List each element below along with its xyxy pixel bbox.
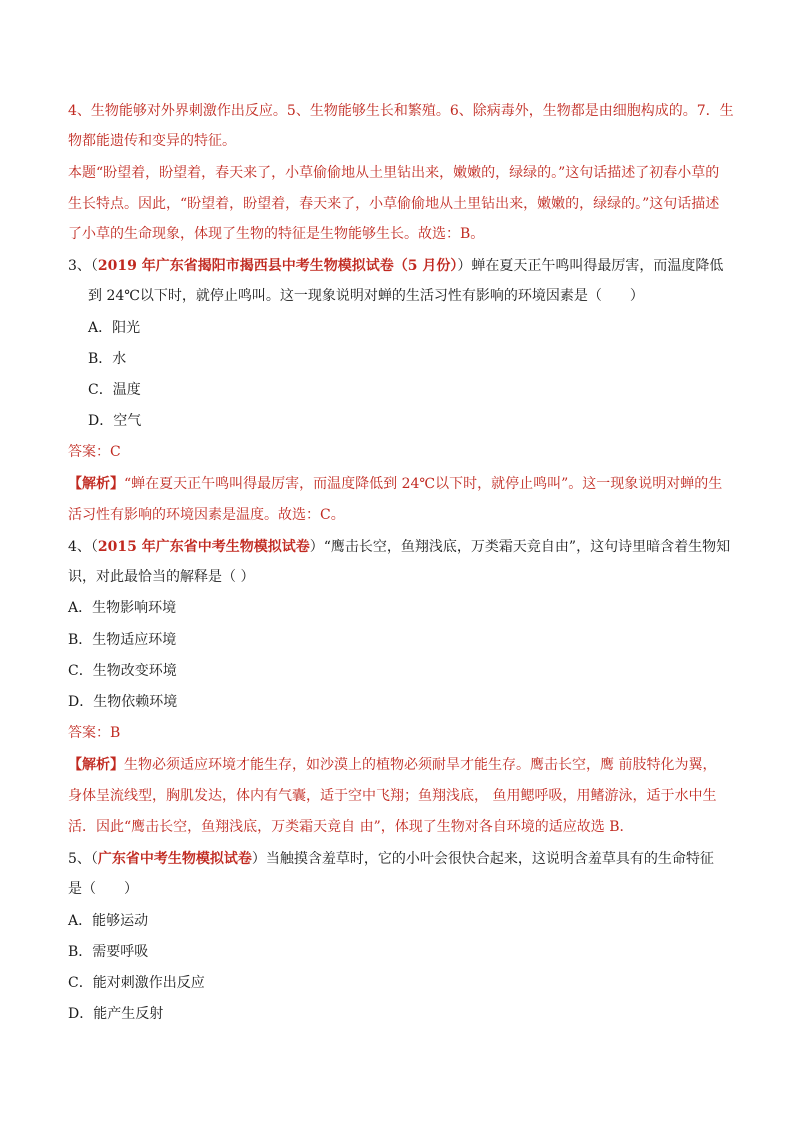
prev-analysis-line-4: 生长特点。因此，“盼望着，盼望着，春天来了，小草偷偷地从土里钻出来，嫩嫩的，绿绿的。”这句话描述 [68,196,720,212]
question-4-analysis-line-2: 身体呈流线型，胸肌发达，体内有气囊，适于空中飞翔；鱼翔浅底， 鱼用鳃呼吸，用鳍游泳，适于水中生 [68,788,717,804]
prev-analysis-line-2: 物都能遗传和变异的特征。 [68,133,236,149]
question-4-option-b: B．生物适应环境 [68,632,177,648]
prev-analysis-line-3: 本题“盼望着，盼望着，春天来了，小草偷偷地从土里钻出来，嫩嫩的，绿绿的。”这句话描述了初春小草的 [68,165,720,181]
question-3-stem-line-1 [68,256,723,276]
question-4-analysis-text-1: 生物必须适应环境才能生存，如沙漠上的植物必须耐旱才能生存。鹰击长空，鹰 前肢特化为翼， [124,757,717,773]
question-3-number: 3、（ [68,258,98,274]
question-5-stem-line-1 [68,849,714,869]
question-4-analysis-tag: 【解析】 [68,757,124,773]
question-3-stem-text-1: 蝉在夏天正午鸣叫得最厉害，而温度降低 [471,258,724,274]
question-4-option-d: D．生物依赖环境 [68,694,178,710]
question-4-source: 2015 年广东省中考生物模拟试卷 [97,539,310,555]
question-5-option-d: D．能产生反射 [68,1006,164,1022]
question-4-stem-line-1 [68,537,730,557]
question-3-source-close: ） [457,258,472,274]
question-5-option-b: B．需要呼吸 [68,944,149,960]
question-3-option-b: B．水 [88,351,127,367]
question-4-analysis-line-1 [68,755,716,775]
question-5-number: 5、（ [68,851,98,867]
question-3-analysis-line-1 [68,474,722,494]
question-5-stem-line-2: 是（ ） [68,881,138,897]
question-4-stem-line-2: 识，对此最恰当的解释是（ ） [68,569,255,585]
question-3-stem-line-2: 到 24℃以下时，就停止鸣叫。这一现象说明对蝉的生活习性有影响的环境因素是（ ） [88,288,644,304]
question-5-source-close: ） [251,851,266,867]
question-5-source: 广东省中考生物模拟试卷 [97,851,252,867]
question-4-option-c: C．生物改变环境 [68,663,177,679]
question-3-option-c: C．温度 [88,382,141,398]
question-3-option-d: D．空气 [88,413,142,429]
question-4-analysis-line-3: 活．因此“鹰击长空，鱼翔浅底，万类霜天竟自 由”，体现了生物对各自环境的适应故选 B． [68,819,634,835]
prev-analysis-line-5: 了小草的生命现象，体现了生物的特征是生物能够生长。故选：B。 [68,226,485,242]
prev-analysis-line-1: 4、生物能够对外界刺激作出反应。5、生物能够生长和繁殖。6、除病毒外，生物都是由细胞构成的。7．生 [68,103,734,119]
question-5-stem-text-1: 当触摸含羞草时，它的小叶会很快合起来，这说明含羞草具有的生命特征 [265,851,714,867]
question-3-answer: 答案：C [68,444,121,460]
question-4-option-a: A．生物影响环境 [68,600,177,616]
question-4-stem-text-1: “鹰击长空，鱼翔浅底，万类霜天竞自由”，这句诗里暗含着生物知 [323,539,731,555]
question-4-source-close: ） [309,539,324,555]
question-3-analysis-text-1: “蝉在夏天正午鸣叫得最厉害，而温度降低到 24℃以下时，就停止鸣叫”。这一现象说明对蝉的生 [124,476,723,492]
question-4-number: 4、（ [68,539,98,555]
question-4-answer: 答案：B [68,725,121,741]
question-3-analysis-tag: 【解析】 [68,476,124,492]
question-3-analysis-line-2: 活习性有影响的环境因素是温度。故选：C。 [68,507,345,523]
question-5-option-a: A．能够运动 [68,913,149,929]
question-3-option-a: A．阳光 [88,320,141,336]
question-5-option-c: C．能对刺激作出反应 [68,975,205,991]
question-3-source: 2019 年广东省揭阳市揭西县中考生物模拟试卷（5 月份） [97,258,458,274]
